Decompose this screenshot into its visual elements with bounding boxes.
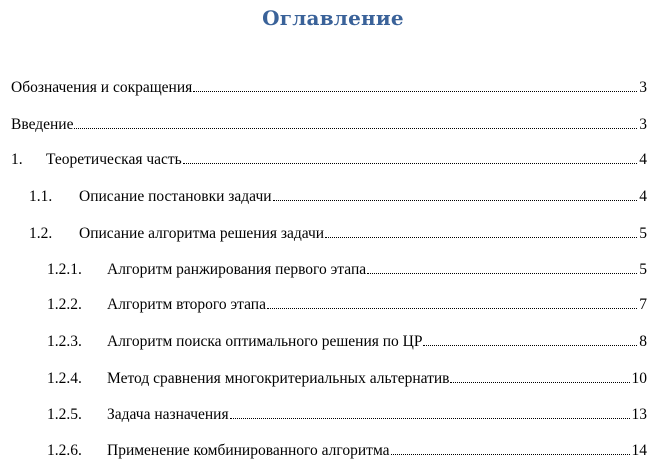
toc-entry-text: Описание алгоритма решения задачи [79,225,325,242]
toc-entry-text: Задача назначения [107,406,229,423]
toc-leader-dots [183,150,638,164]
toc-entry-number: 1.2.3. [47,333,82,350]
toc-entry-text: Алгоритм второго этапа [107,296,266,313]
toc-entry-assignment-problem[interactable] [47,405,647,425]
toc-entry-comparison-method[interactable] [47,369,647,389]
toc-entry-combined-algorithm[interactable] [47,441,647,461]
toc-page-number: 5 [639,261,647,278]
toc-page-number: 4 [639,188,647,205]
toc-entry-text: Метод сравнения многокритериальных альтернатив [107,370,450,387]
toc-entry-optimal-search[interactable] [47,332,647,352]
toc-entry-text: Алгоритм поиска оптимального решения по ЦР [107,333,423,350]
toc-entry-number: 1.1. [29,188,53,205]
toc-entry-text: Введение [11,116,74,133]
toc-leader-dots [273,187,638,201]
toc-entry-text: Описание постановки задачи [79,188,272,205]
toc-entry-text: Обозначения и сокращения [11,79,193,96]
toc-leader-dots [325,224,637,238]
toc-page-number: 3 [639,79,647,96]
toc-entry-number: 1.2. [29,225,53,242]
toc-leader-dots [450,369,629,383]
toc-page-number: 10 [631,370,647,387]
toc-entry-number: 1. [11,151,23,168]
toc-page-number: 3 [639,116,647,133]
toc-entry-number: 1.2.5. [47,406,82,423]
toc-leader-dots [230,405,630,419]
toc-entry-algorithm-description[interactable] [29,224,647,244]
toc-entry-text: Теоретическая часть [46,151,182,168]
toc-entry-theoretical-part[interactable] [11,150,647,170]
toc-entry-number: 1.2.4. [47,370,82,387]
toc-entry-second-stage[interactable] [47,295,647,315]
toc-entry-number: 1.2.6. [47,442,82,459]
toc-entry-text: Алгоритм ранжирования первого этапа [107,261,367,278]
toc-leader-dots [391,441,630,455]
toc-page-number: 7 [639,296,647,313]
toc-entry-abbreviations[interactable] [11,78,647,98]
toc-leader-dots [423,332,637,346]
toc-page-number: 14 [631,442,647,459]
toc-leader-dots [74,115,637,129]
toc-entry-introduction[interactable] [11,115,647,135]
toc-page-number: 5 [639,225,647,242]
toc-entry-number: 1.2.2. [47,296,82,313]
toc-entry-number: 1.2.1. [47,261,82,278]
toc-page-number: 4 [639,151,647,168]
toc-leader-dots [367,260,637,274]
toc-page-number: 13 [631,406,647,423]
toc-page-number: 8 [639,333,647,350]
toc-entry-ranking-algorithm[interactable] [47,260,647,280]
toc-title: Оглавление [262,6,404,30]
toc-leader-dots [267,295,637,309]
toc-entry-text: Применение комбинированного алгоритма [107,442,390,459]
toc-leader-dots [193,78,637,92]
toc-entry-problem-statement[interactable] [29,187,647,207]
